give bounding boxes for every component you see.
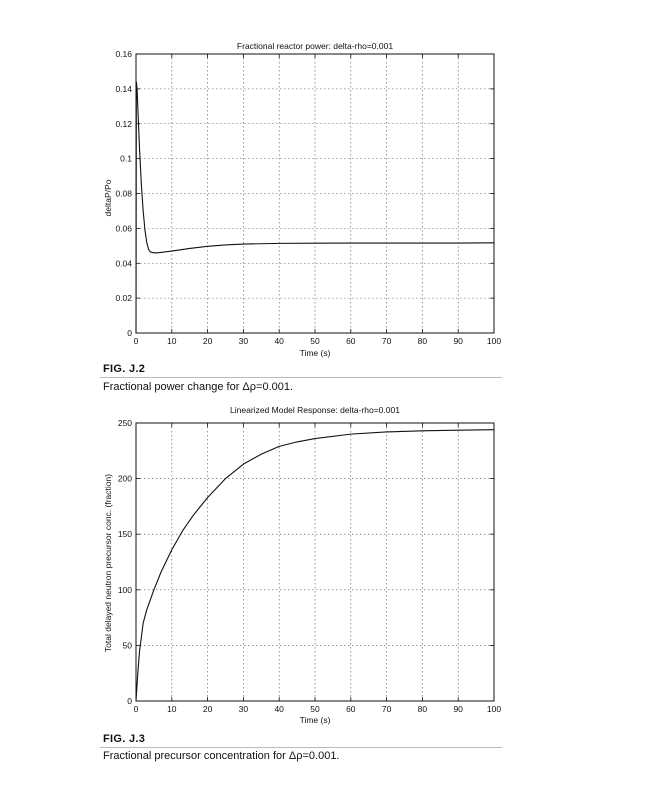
x-tick-label: 30 — [238, 336, 249, 346]
y-tick-label: 150 — [117, 529, 132, 540]
delta-rho-symbol: Δρ — [288, 750, 303, 762]
y-tick-label: 50 — [122, 640, 132, 651]
x-tick-label: 100 — [486, 336, 502, 346]
x-tick-label: 60 — [346, 336, 356, 346]
x-tick-label: 0 — [133, 704, 139, 714]
y-tick-label: 0.12 — [115, 118, 132, 129]
y-tick-label: 0.14 — [115, 83, 132, 94]
y-tick-label: 0.02 — [115, 293, 132, 304]
x-tick-label: 20 — [202, 704, 213, 714]
y-axis-label: Total delayed neutron precursor conc. (fraction) — [103, 473, 113, 653]
figure-caption — [103, 381, 293, 393]
x-tick-label: 70 — [381, 704, 392, 714]
x-tick-label: 10 — [167, 704, 177, 714]
x-tick-label: 50 — [310, 704, 320, 714]
x-tick-label: 10 — [167, 336, 177, 346]
figure-caption — [103, 750, 340, 762]
y-tick-label: 0 — [127, 328, 132, 338]
precursor-chart — [0, 395, 648, 740]
delta-rho-symbol: Δρ — [242, 381, 257, 393]
caption-text: Fractional power change for — [103, 381, 243, 393]
x-tick-label: 40 — [274, 704, 284, 714]
x-axis-label: Time (s) — [299, 348, 331, 358]
x-tick-label: 20 — [202, 336, 213, 346]
figure-label: FIG. J.3 — [103, 733, 146, 745]
y-tick-label: 100 — [117, 584, 132, 595]
x-tick-label: 70 — [381, 336, 392, 346]
x-tick-label: 100 — [486, 704, 502, 714]
y-tick-label: 0.08 — [115, 188, 132, 199]
figure-divider — [100, 377, 502, 378]
x-tick-label: 50 — [310, 336, 320, 346]
power-chart — [0, 0, 648, 370]
y-axis-label: deltaP/Po — [103, 179, 113, 217]
x-tick-label: 30 — [238, 704, 249, 714]
figure-label: FIG. J.2 — [103, 363, 146, 375]
x-tick-label: 80 — [417, 704, 428, 714]
y-tick-label: 0.06 — [115, 223, 132, 234]
y-tick-label: 250 — [117, 418, 132, 428]
x-tick-label: 90 — [453, 336, 463, 346]
caption-value: =0.001. — [256, 381, 294, 393]
x-tick-label: 60 — [346, 704, 356, 714]
x-axis-label: Time (s) — [299, 715, 331, 725]
x-tick-label: 0 — [133, 336, 139, 346]
y-tick-label: 0.1 — [120, 153, 132, 164]
chart-title: Fractional reactor power: delta-rho=0.001 — [236, 41, 394, 51]
caption-value: =0.001. — [302, 750, 340, 762]
y-tick-label: 0.04 — [115, 258, 132, 269]
y-tick-label: 0.16 — [115, 49, 132, 59]
y-tick-label: 0 — [127, 696, 132, 706]
chart-title: Linearized Model Response: delta-rho=0.001 — [230, 405, 400, 415]
y-tick-label: 200 — [117, 473, 132, 484]
x-tick-label: 80 — [417, 336, 428, 346]
x-tick-label: 90 — [453, 704, 463, 714]
caption-text: Fractional precursor concentration for — [103, 750, 289, 762]
x-tick-label: 40 — [274, 336, 284, 346]
figure-divider — [100, 747, 502, 748]
